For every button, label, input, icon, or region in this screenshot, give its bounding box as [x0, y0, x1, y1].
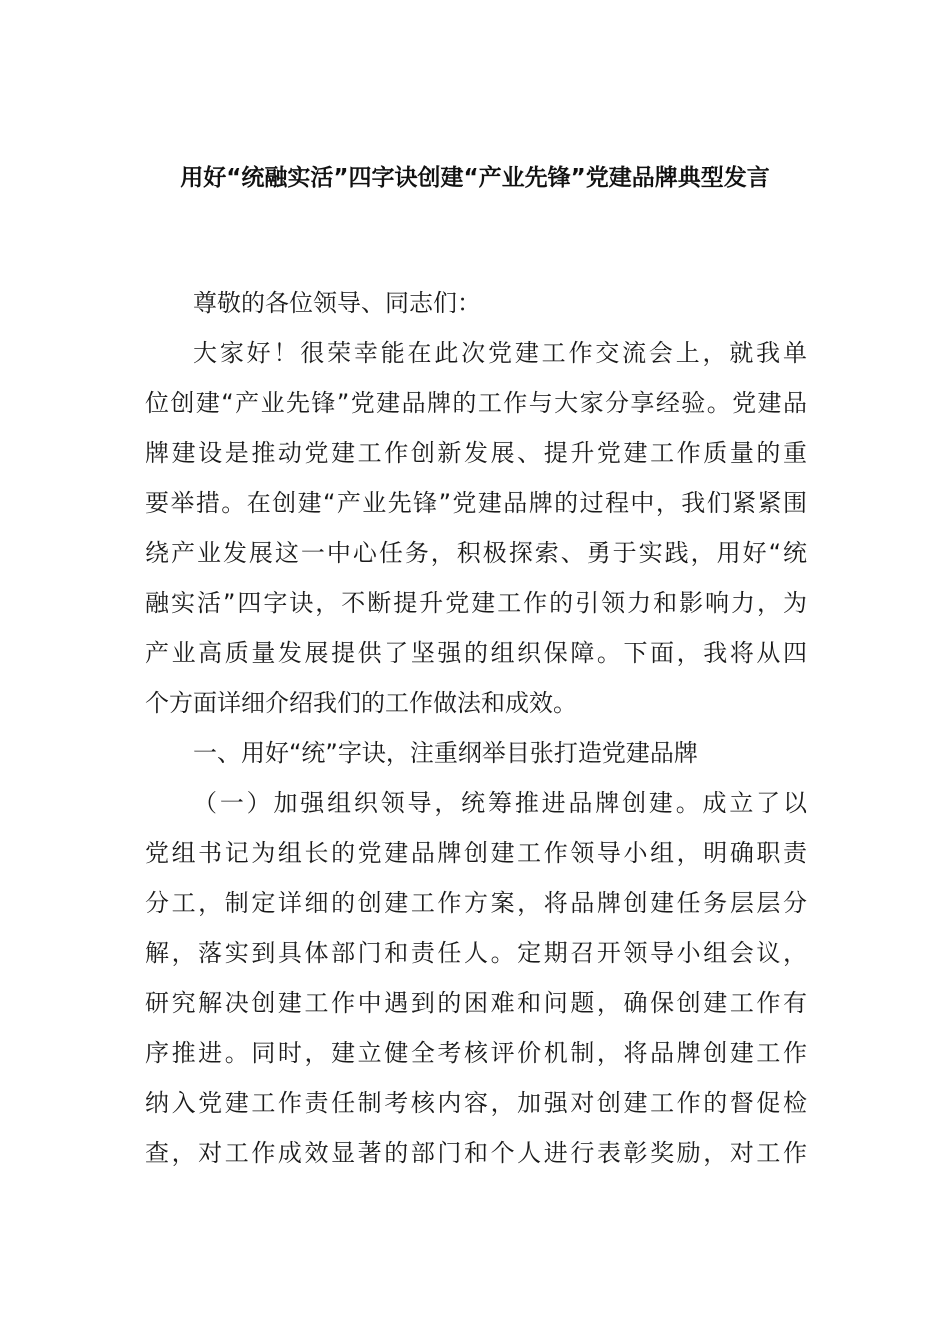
paragraph-line: 位创建“产业先锋”党建品牌的工作与大家分享经验。党建品	[145, 389, 807, 417]
paragraph-line: 产业高质量发展提供了坚强的组织保障。下面，我将从四	[145, 639, 807, 667]
document-body	[145, 278, 807, 1178]
salutation-line: 尊敬的各位领导、同志们：	[193, 289, 481, 317]
paragraph-line: 查，对工作成效显著的部门和个人进行表彰奖励，对工作	[145, 1139, 807, 1167]
subsection-line: （一）加强组织领导，统筹推进品牌创建。成立了以	[193, 789, 807, 817]
paragraph-line: 牌建设是推动党建工作创新发展、提升党建工作质量的重	[145, 439, 807, 467]
document-title: 用好“统融实活”四字诀创建“产业先锋”党建品牌典型发言	[180, 165, 770, 191]
paragraph-line: 要举措。在创建“产业先锋”党建品牌的过程中，我们紧紧围	[145, 489, 807, 517]
paragraph-line: 融实活”四字诀，不断提升党建工作的引领力和影响力，为	[145, 589, 807, 617]
paragraph-line: 研究解决创建工作中遇到的困难和问题，确保创建工作有	[145, 989, 807, 1017]
paragraph-line: 绕产业发展这一中心任务，积极探索、勇于实践，用好“统	[145, 539, 807, 567]
paragraph-line: 党组书记为组长的党建品牌创建工作领导小组，明确职责	[145, 839, 807, 867]
paragraph-line: 个方面详细介绍我们的工作做法和成效。	[145, 689, 577, 717]
paragraph-line: 纳入党建工作责任制考核内容，加强对创建工作的督促检	[145, 1089, 807, 1117]
section-heading: 一、用好“统”字诀，注重纲举目张打造党建品牌	[193, 739, 698, 767]
paragraph-line: 大家好！很荣幸能在此次党建工作交流会上，就我单	[193, 339, 807, 367]
paragraph-line: 分工，制定详细的创建工作方案，将品牌创建任务层层分	[145, 889, 807, 917]
paragraph-line: 序推进。同时，建立健全考核评价机制，将品牌创建工作	[145, 1039, 807, 1067]
paragraph-line: 解，落实到具体部门和责任人。定期召开领导小组会议，	[145, 939, 807, 967]
